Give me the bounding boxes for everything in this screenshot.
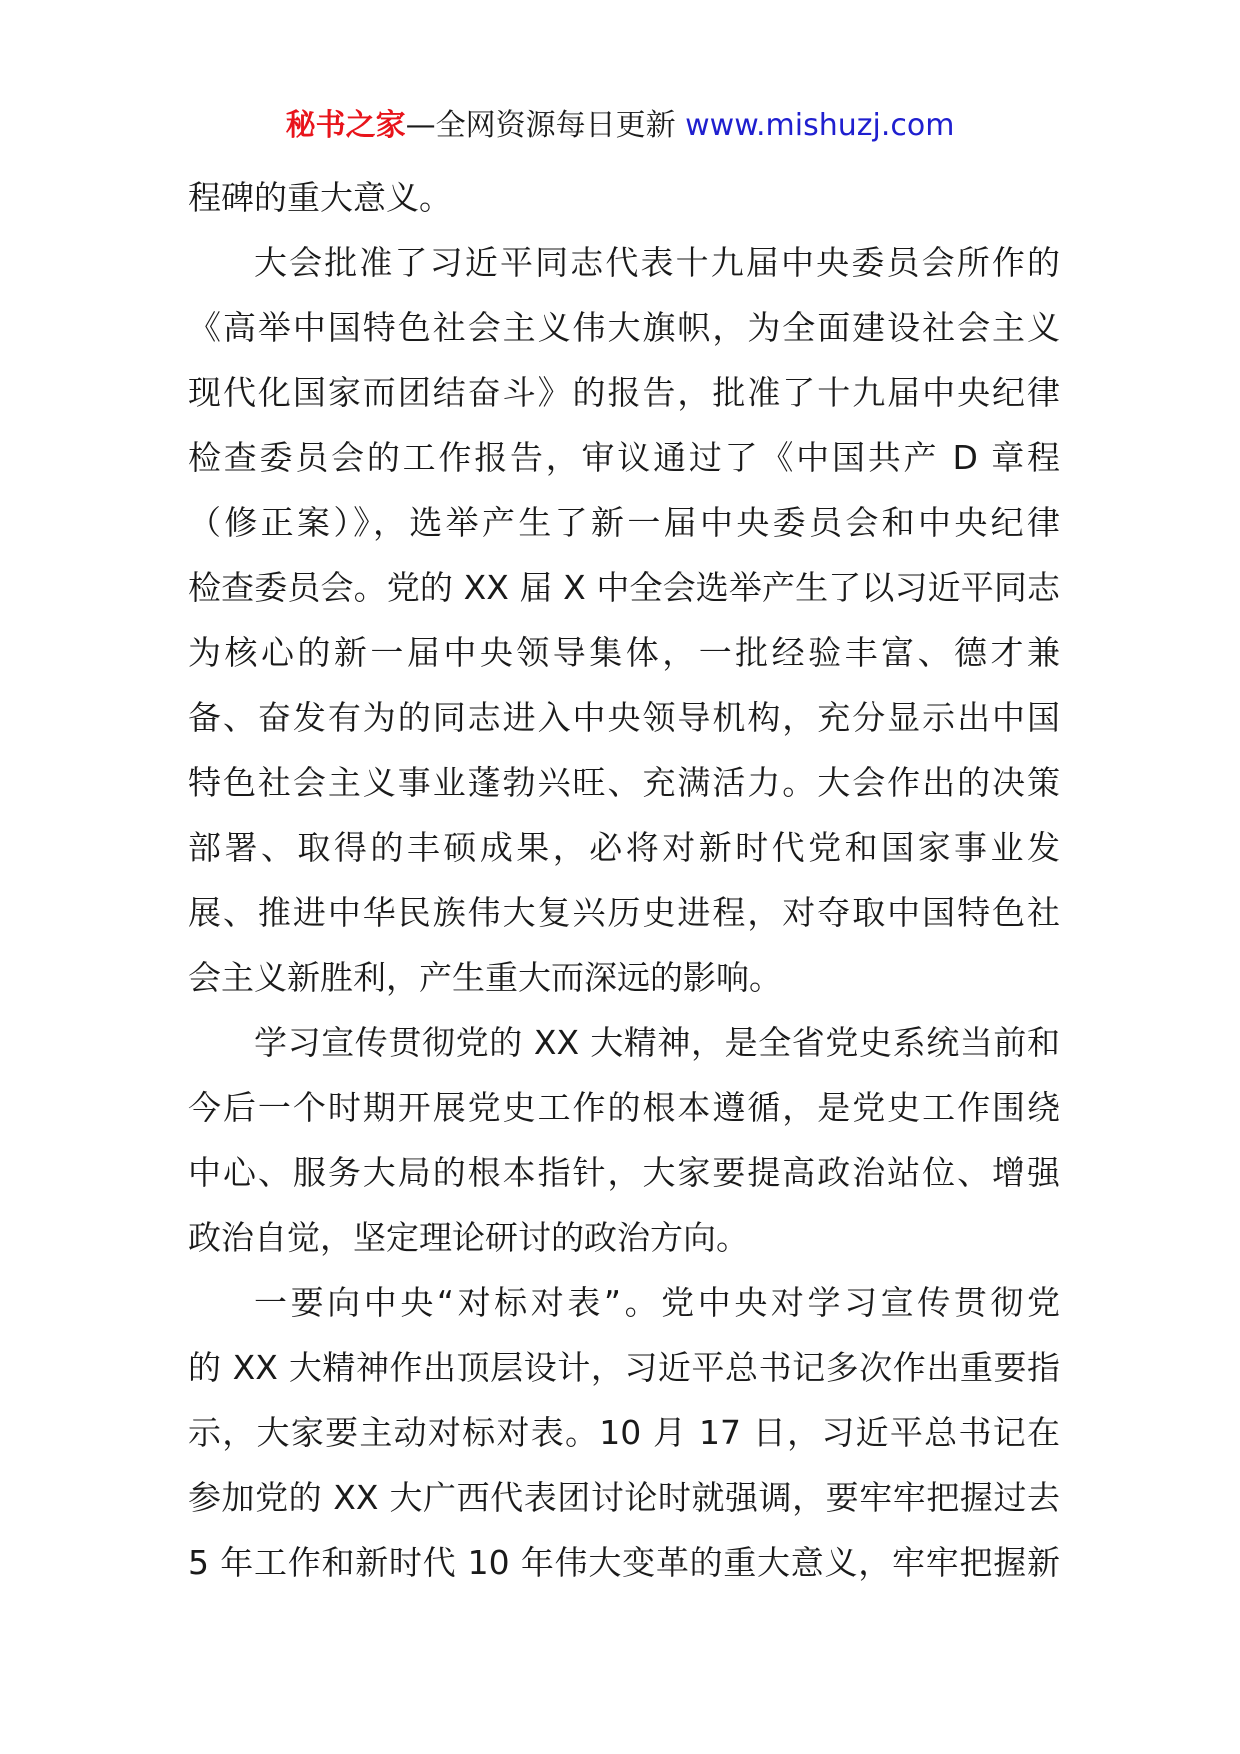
text-line: 展、推进中华民族伟大复兴历史进程，对夺取中国特色社 <box>188 893 1060 932</box>
text-line: 部署、取得的丰硕成果，必将对新时代党和国家事业发 <box>188 828 1060 867</box>
paragraph-first-line: 大会批准了习近平同志代表十九届中央委员会所作的 <box>254 243 1060 282</box>
text-line: （修正案）》，选举产生了新一届中央委员会和中央纪律 <box>188 503 1060 542</box>
brand-name: 秘书之家 <box>285 108 406 143</box>
text-line: 备、奋发有为的同志进入中央领导机构，充分显示出中国 <box>188 698 1060 737</box>
text-line: 5 年工作和新时代 10 年伟大变革的重大意义，牢牢把握新 <box>188 1543 1060 1582</box>
text-line: 检查委员会的工作报告，审议通过了《中国共产 D 章程 <box>188 438 1060 477</box>
text-line: 程碑的重大意义。 <box>188 178 452 217</box>
text-line: 为核心的新一届中央领导集体，一批经验丰富、德才兼 <box>188 633 1060 672</box>
text-line: 参加党的 XX 大广西代表团讨论时就强调，要牢牢把握过去 <box>188 1478 1060 1517</box>
text-line: 特色社会主义事业蓬勃兴旺、充满活力。大会作出的决策 <box>188 763 1060 802</box>
text-line: 《高举中国特色社会主义伟大旗帜，为全面建设社会主义 <box>188 308 1060 347</box>
header-tagline: —全网资源每日更新 <box>405 108 676 143</box>
site-url-link[interactable]: www.mishuzj.com <box>685 108 955 143</box>
text-line: 今后一个时期开展党史工作的根本遵循，是党史工作围绕 <box>188 1088 1060 1127</box>
text-line: 现代化国家而团结奋斗》的报告，批准了十九届中央纪律 <box>188 373 1060 412</box>
text-line: 示，大家要主动对标对表。10 月 17 日，习近平总书记在 <box>188 1413 1060 1452</box>
document-body <box>188 165 1060 1595</box>
text-line: 检查委员会。党的 XX 届 X 中全会选举产生了以习近平同志 <box>188 568 1060 607</box>
text-line: 的 XX 大精神作出顶层设计，习近平总书记多次作出重要指 <box>188 1348 1060 1387</box>
paragraph-first-line: 学习宣传贯彻党的 XX 大精神，是全省党史系统当前和 <box>254 1023 1060 1062</box>
site-header <box>0 104 1240 148</box>
text-line: 政治自觉，坚定理论研讨的政治方向。 <box>188 1218 749 1257</box>
paragraph-first-line: 一要向中央“对标对表”。党中央对学习宣传贯彻党 <box>254 1283 1060 1322</box>
text-line: 会主义新胜利，产生重大而深远的影响。 <box>188 958 782 997</box>
text-line: 中心、服务大局的根本指针，大家要提高政治站位、增强 <box>188 1153 1060 1192</box>
